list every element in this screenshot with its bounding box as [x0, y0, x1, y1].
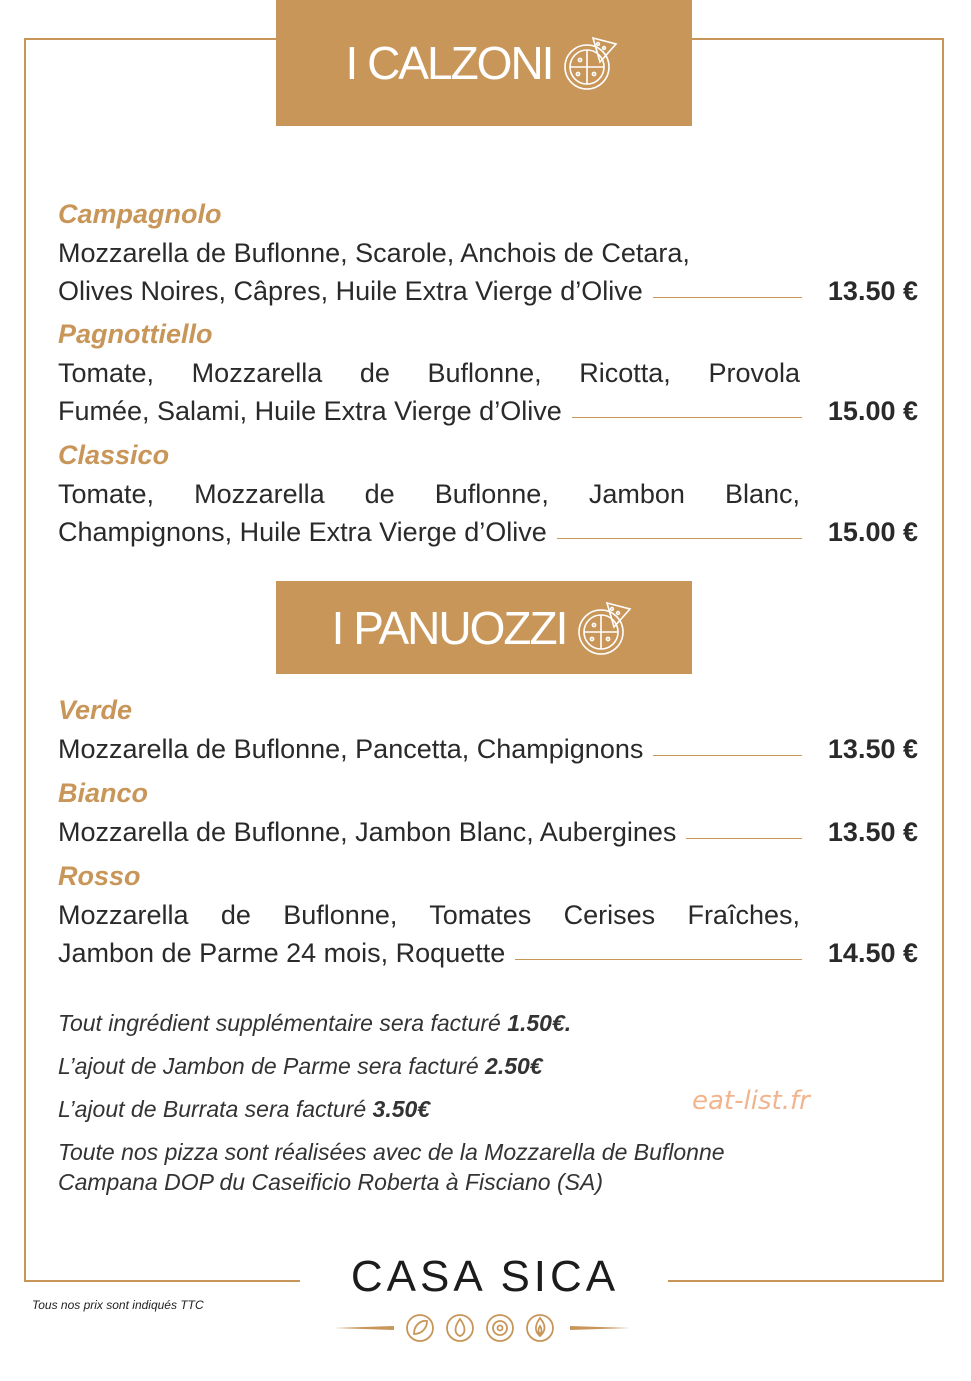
item-last-line	[58, 392, 918, 430]
ttc-note: Tous nos prix sont indiqués TTC	[32, 1298, 204, 1312]
item-name: Classico	[58, 440, 170, 470]
section-title: I PANUOZZI	[331, 601, 567, 654]
section-banner-calzoni	[276, 0, 692, 126]
note-price: 3.50€	[372, 1096, 431, 1122]
frame-top-right	[692, 38, 944, 40]
frame-left	[24, 38, 26, 1282]
note-text: Tout ingrédient supplémentaire sera facturé	[58, 1010, 508, 1036]
item-description-line: Mozzarella de Buflonne, Pancetta, Champignons	[58, 734, 644, 764]
watermark: eat-list.fr	[692, 1086, 810, 1116]
price-leader-line	[653, 754, 802, 756]
item-description-line: Tomate, Mozzarella de Buflonne, Ricotta, Provola	[58, 358, 800, 388]
item-last-line	[58, 934, 918, 972]
menu-item-bianco	[58, 773, 918, 851]
item-name: Verde	[58, 695, 133, 725]
item-price: 15.00 €	[827, 517, 918, 547]
leaf-icon	[407, 1315, 433, 1341]
mozzarella-note-line: Toute nos pizza sont réalisées avec de la Mozzarella de Buflonne	[58, 1139, 725, 1165]
price-leader-line	[653, 296, 802, 298]
menu-item-rosso	[58, 856, 918, 972]
section-banner-panuozzi	[276, 581, 692, 674]
drop-icon	[447, 1315, 473, 1341]
menu-item-verde	[58, 690, 918, 768]
price-leader-line	[557, 537, 802, 539]
item-last-line	[58, 813, 918, 851]
note-line	[58, 1008, 878, 1038]
item-last-line	[58, 513, 918, 551]
price-leader-line	[686, 837, 802, 839]
price-leader-line	[515, 958, 802, 960]
item-name: Pagnottiello	[58, 319, 213, 349]
item-description-line: Mozzarella de Buflonne, Scarole, Anchois de Cetara,	[58, 238, 690, 268]
note-text: L’ajout de Burrata sera facturé	[58, 1096, 373, 1122]
item-description-line: Mozzarella de Buflonne, Jambon Blanc, Aubergines	[58, 817, 677, 847]
note-price: 1.50€.	[507, 1010, 572, 1036]
menu-item-classico	[58, 435, 918, 551]
flame-icon	[527, 1315, 553, 1341]
item-name: Bianco	[58, 778, 149, 808]
item-description-line: Champignons, Huile Extra Vierge d’Olive	[58, 517, 547, 547]
frame-bottom-right	[668, 1280, 944, 1282]
pizza-icon	[574, 597, 636, 659]
mozzarella-note	[58, 1137, 878, 1197]
note-line	[58, 1051, 878, 1081]
brand-logo: CASA SICA	[350, 1252, 620, 1301]
item-name: Rosso	[58, 861, 141, 891]
frame-bottom-left	[24, 1280, 300, 1282]
note-text: L’ajout de Jambon de Parme sera facturé	[58, 1053, 486, 1079]
item-last-line	[58, 730, 918, 768]
price-leader-line	[572, 416, 802, 418]
spiral-icon	[487, 1315, 513, 1341]
brand-ornament	[332, 1310, 632, 1351]
item-price: 15.00 €	[827, 396, 918, 426]
item-description-line: Fumée, Salami, Huile Extra Vierge d’Olive	[58, 396, 562, 426]
mozzarella-note-line: Campana DOP du Caseificio Roberta à Fisciano (SA)	[58, 1169, 603, 1195]
section-title: I CALZONI	[345, 37, 553, 89]
menu-item-campagnolo	[58, 194, 918, 310]
note-price: 2.50€	[485, 1053, 543, 1079]
item-name: Campagnolo	[58, 199, 222, 229]
item-price: 13.50 €	[827, 817, 918, 847]
item-price: 14.50 €	[827, 938, 918, 968]
item-price: 13.50 €	[827, 276, 918, 306]
item-description-line: Jambon de Parme 24 mois, Roquette	[58, 938, 506, 968]
item-description-line: Tomate, Mozzarella de Buflonne, Jambon Blanc,	[58, 479, 800, 509]
frame-top-left	[24, 38, 276, 40]
item-price: 13.50 €	[827, 734, 918, 764]
menu-item-pagnottiello	[58, 314, 918, 430]
item-last-line	[58, 272, 918, 310]
frame-right	[942, 38, 944, 1282]
item-description-line: Mozzarella de Buflonne, Tomates Cerises Fraîches,	[58, 900, 800, 930]
item-description-line: Olives Noires, Câpres, Huile Extra Vierge d’Olive	[58, 276, 643, 306]
pizza-icon	[560, 32, 622, 94]
